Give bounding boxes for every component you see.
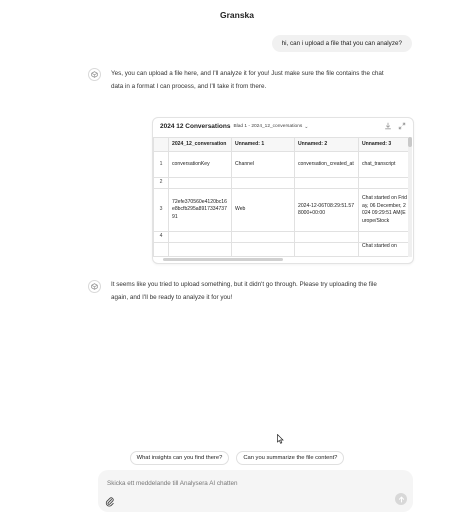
assistant-avatar-icon [88, 280, 101, 293]
paperclip-icon[interactable] [105, 494, 115, 504]
assistant-message-1-line1: Yes, you can upload a file here, and I'll analyze it for you! Just make sure the file contains the chat [111, 70, 384, 77]
arrow-up-icon [398, 496, 405, 503]
table-cell: Channel [232, 152, 295, 178]
message-input[interactable] [105, 476, 399, 490]
app-title: Granska [219, 10, 255, 20]
mouse-cursor-icon [277, 431, 284, 449]
table-row [154, 152, 412, 178]
table-cell [295, 243, 359, 257]
corner-cell [154, 138, 169, 152]
row-number: 4 [154, 232, 169, 243]
send-button[interactable] [395, 493, 407, 505]
table-cell: 72efe370560e4120bc16e8bcfb295a891733473791 [169, 189, 232, 232]
table-row [154, 232, 412, 243]
table-cell: conversationKey [169, 152, 232, 178]
table-row [154, 178, 412, 189]
user-message: hi, can i upload a file that you can analyze? [272, 35, 412, 52]
table-cell [169, 243, 232, 257]
table-row [154, 243, 412, 257]
table-cell [232, 243, 295, 257]
spreadsheet-preview[interactable] [152, 117, 414, 264]
column-header: Unnamed: 2 [295, 138, 359, 152]
table-cell [232, 232, 295, 243]
message-composer [98, 470, 413, 512]
expand-icon[interactable] [398, 122, 406, 132]
horizontal-scrollbar[interactable] [163, 258, 283, 261]
row-number: 2 [154, 178, 169, 189]
spreadsheet-header [153, 118, 413, 135]
table-cell [169, 178, 232, 189]
table-cell: Chat started on Friday, 06 December, 2024 09:29:51 AM(Europe/Stock [359, 189, 412, 232]
row-number: 3 [154, 189, 169, 232]
assistant-message-2-line2: again, and I'll be ready to analyze it for you! [111, 293, 233, 301]
column-header: Unnamed: 1 [232, 138, 295, 152]
vertical-scrollbar[interactable] [408, 137, 412, 257]
column-header: 2024_12_conversation [169, 138, 232, 152]
sheet-tab-selector[interactable]: Blad 1 - 2024_12_conversations [233, 124, 303, 129]
row-number [154, 243, 169, 257]
column-header: Unnamed: 3 [359, 138, 412, 152]
assistant-message-2 [111, 279, 411, 304]
suggestion-chips [0, 451, 474, 465]
suggestion-insights-button[interactable]: What insights can you find there? [130, 451, 230, 465]
row-number: 1 [154, 152, 169, 178]
table-cell [295, 232, 359, 243]
spreadsheet-title: 2024 12 Conversations [160, 123, 231, 130]
table-cell [169, 232, 232, 243]
table-cell: conversation_created_at [295, 152, 359, 178]
table-cell [359, 232, 412, 243]
table-cell [359, 178, 412, 189]
spreadsheet-table [153, 137, 412, 257]
download-icon[interactable] [384, 122, 392, 132]
table-cell: Chat started on [359, 243, 412, 257]
table-header-row [154, 138, 412, 152]
assistant-message-2-line1: It seems like you tried to upload something, but it didn't go through. Please try uploading the file [111, 281, 377, 288]
assistant-message-1 [111, 68, 411, 93]
suggestion-summarize-button[interactable]: Can you summarize the file content? [236, 451, 344, 465]
table-row [154, 189, 412, 232]
table-cell: chat_transcript [359, 152, 412, 178]
chevron-down-icon[interactable]: ⌄ [304, 123, 309, 130]
table-cell: 2024-12-06T08:29:51.578000+00:00 [295, 189, 359, 232]
table-cell [295, 178, 359, 189]
table-cell: Web [232, 189, 295, 232]
table-cell [232, 178, 295, 189]
assistant-avatar-icon [88, 68, 101, 81]
assistant-message-1-line2: data in a format I can process, and I'll take it from there. [111, 82, 267, 90]
scrollbar-thumb[interactable] [408, 137, 412, 147]
